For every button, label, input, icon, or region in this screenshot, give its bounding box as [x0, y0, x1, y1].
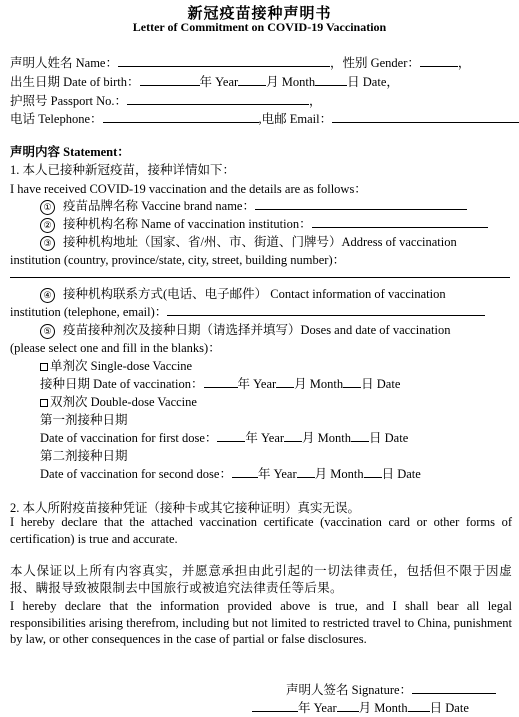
first-year-field[interactable] [217, 430, 245, 442]
dob-day-field[interactable] [315, 74, 347, 86]
email-field[interactable] [332, 111, 519, 123]
item2-chinese: 2. 本人所附疫苗接种凭证（接种卡或其它接种证明）真实无误。 [10, 501, 361, 515]
signature-field[interactable] [412, 682, 496, 694]
signature-row [286, 680, 496, 698]
item1-chinese: 1. 本人已接种新冠疫苗，接种详情如下： [10, 163, 236, 177]
signature-label: 声明人签名 Signature： [286, 683, 413, 697]
name-field[interactable] [118, 55, 330, 67]
institution-row [40, 214, 488, 233]
address-label: 接种机构地址（国家、省/州、市、街道、门牌号）Address of vaccination [63, 235, 457, 249]
item1-english: I have received COVID-19 vaccination and the details are as follows： [10, 182, 367, 196]
item2-english: I hereby declare that the attached vaccination certificate (vaccination card or other forms of certification) is true and accurate. [10, 515, 512, 546]
signature-month-field[interactable] [337, 700, 359, 712]
contact-info-field[interactable] [167, 304, 485, 316]
punctuation: ， [457, 56, 471, 70]
day-label: 日 Date [429, 701, 469, 715]
single-dose-date-row [40, 374, 400, 392]
address-row [40, 232, 457, 251]
single-day-field[interactable] [343, 376, 361, 388]
number-4-icon: ④ [40, 288, 55, 303]
institution-label: 接种机构名称 Name of vaccination institution： [63, 217, 312, 231]
dob-label: 出生日期 Date of birth： [10, 75, 140, 89]
email-label: ,电邮 Email： [258, 112, 333, 126]
address-label-continued: institution (country, province/state, city, street, building number)： [10, 253, 346, 267]
day-label: 日 Date [361, 377, 401, 391]
day-label: 日 Date， [347, 75, 399, 89]
single-dose-label: 单剂次 Single-dose Vaccine [50, 359, 193, 373]
statement-heading: 声明内容 Statement： [10, 145, 130, 159]
telephone-label: 电话 Telephone： [10, 112, 103, 126]
contact-info-row [40, 284, 446, 303]
brand-label: 疫苗品牌名称 Vaccine brand name： [63, 199, 255, 213]
number-3-icon: ③ [40, 236, 55, 251]
contact-info-row-2 [10, 302, 485, 320]
number-1-icon: ① [40, 200, 55, 215]
contact-row [10, 109, 519, 127]
day-label: 日 Date [369, 431, 409, 445]
double-dose-checkbox[interactable] [40, 399, 48, 407]
punctuation: ， [309, 94, 322, 108]
first-dose-label: Date of vaccination for first dose： [40, 431, 218, 445]
dob-row [10, 72, 399, 90]
number-5-icon: ⑤ [40, 324, 55, 339]
signature-day-field[interactable] [408, 700, 430, 712]
month-label: 月 Month [314, 467, 364, 481]
telephone-field[interactable] [103, 111, 259, 123]
second-year-field[interactable] [232, 466, 258, 478]
dob-month-field[interactable] [238, 74, 266, 86]
doses-label: 疫苗接种剂次及接种日期（请选择并填写）Doses and date of vaccination [63, 323, 451, 337]
first-dose-date-row [40, 428, 408, 446]
vaccination-date-label: 接种日期 Date of vaccination： [40, 377, 204, 391]
name-label: 声明人姓名 Name： [10, 56, 118, 70]
contact-info-label-continued: institution (telephone, email)： [10, 305, 168, 319]
second-month-field[interactable] [297, 466, 315, 478]
passport-label: 护照号 Passport No.： [10, 94, 128, 108]
year-label: 年 Year [245, 431, 285, 445]
name-gender-row [10, 53, 470, 71]
single-dose-option[interactable] [40, 356, 192, 374]
brand-field[interactable] [255, 198, 467, 210]
month-label: 月 Month [266, 75, 316, 89]
signature-date-row [252, 698, 469, 716]
passport-row [10, 91, 322, 109]
institution-field[interactable] [312, 216, 488, 228]
address-field[interactable] [10, 266, 510, 278]
month-label: 月 Month [294, 377, 344, 391]
second-dose-date-row [40, 464, 421, 482]
single-dose-checkbox[interactable] [40, 363, 48, 371]
month-label: 月 Month [302, 431, 352, 445]
double-dose-option[interactable] [40, 392, 197, 410]
brand-row [40, 196, 467, 215]
second-dose-label-cn: 第二剂接种日期 [40, 449, 128, 463]
single-year-field[interactable] [204, 376, 238, 388]
guarantee-english: I hereby declare that the information provided above is true, and I shall bear all legal responsibilities arising therefrom, including but not limited to restricted travel to China, punishment by law, or other consequences in the case of partial or false disclosures. [10, 599, 512, 646]
number-2-icon: ② [40, 218, 55, 233]
gender-field[interactable] [420, 55, 458, 67]
doses-label-continued: (please select one and fill in the blanks)： [10, 341, 221, 355]
signature-year-field[interactable] [252, 700, 298, 712]
dob-year-field[interactable] [140, 74, 200, 86]
first-month-field[interactable] [284, 430, 302, 442]
year-label: 年 Year [237, 377, 277, 391]
year-label: 年 Year [257, 467, 297, 481]
passport-field[interactable] [127, 93, 309, 105]
year-label: 年 Year [199, 75, 239, 89]
title-chinese: 新冠疫苗接种声明书 [187, 4, 332, 22]
address-field-row [10, 266, 510, 282]
first-dose-label-cn: 第一剂接种日期 [40, 413, 128, 427]
double-dose-label: 双剂次 Double-dose Vaccine [50, 395, 197, 409]
guarantee-chinese: 本人保证以上所有内容真实，并愿意承担由此引起的一切法律责任，包括但不限于因虚报、瞒报导致被限制去中国旅行或被追究法律责任等后果。 [10, 564, 512, 595]
single-month-field[interactable] [276, 376, 294, 388]
first-day-field[interactable] [351, 430, 369, 442]
contact-info-label: 接种机构联系方式(电话、电子邮件） Contact information of vaccination [63, 287, 446, 301]
month-label: 月 Month [358, 701, 408, 715]
doses-row [40, 320, 450, 339]
second-day-field[interactable] [364, 466, 382, 478]
day-label: 日 Date [381, 467, 421, 481]
title-english: Letter of Commitment on COVID-19 Vaccination [132, 20, 387, 34]
second-dose-label: Date of vaccination for second dose： [40, 467, 232, 481]
year-label: 年 Year [298, 701, 337, 715]
gender-label: ，性别 Gender： [329, 56, 420, 70]
